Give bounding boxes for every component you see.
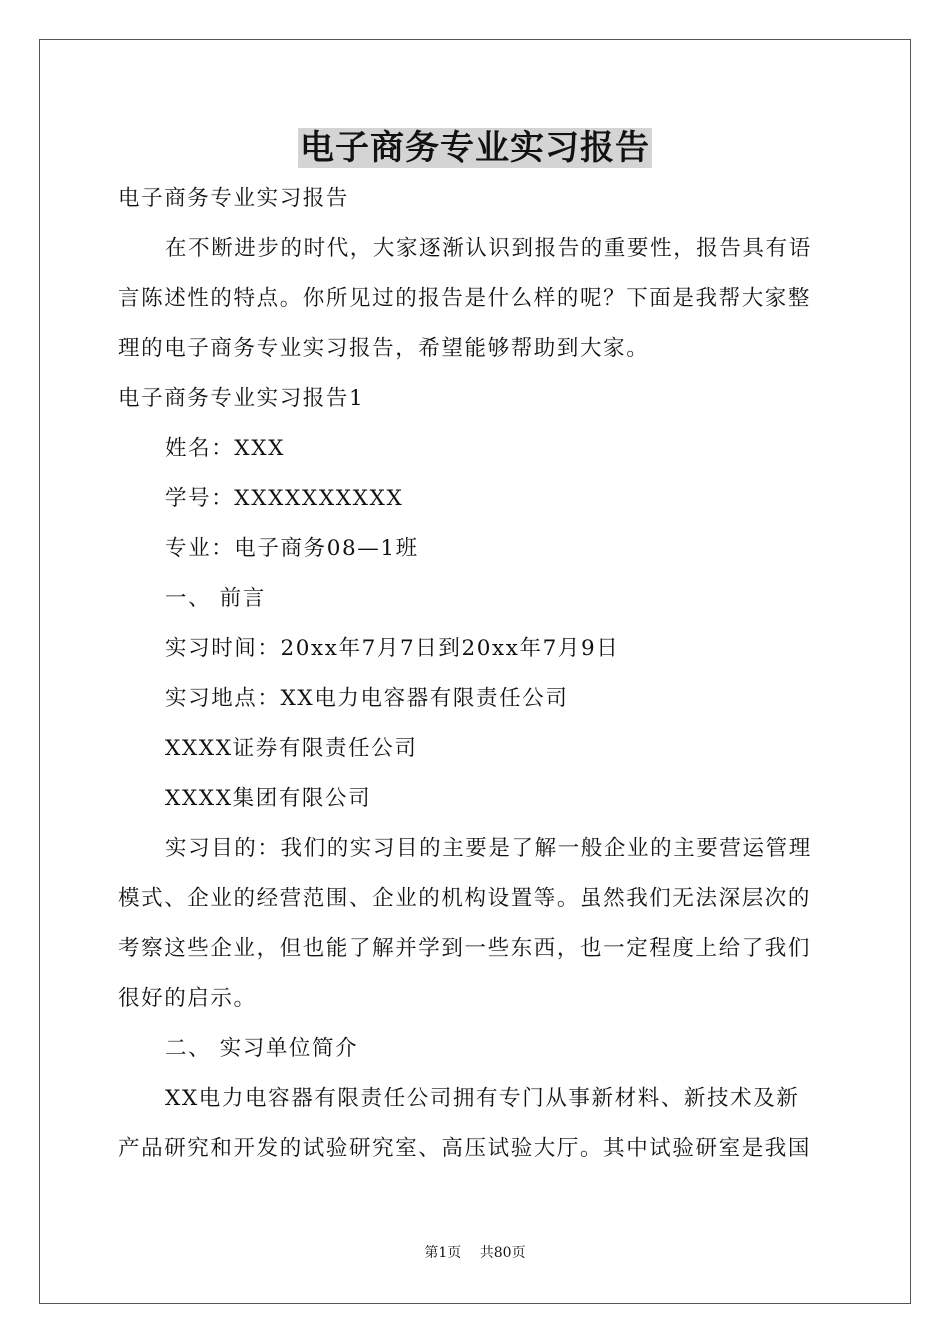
text-line: 电子商务专业实习报告1 — [118, 386, 365, 411]
text-line: 在不断进步的时代，大家逐渐认识到报告的重要性，报告具有语 — [165, 236, 812, 261]
text-line: 很好的启示。 — [118, 986, 257, 1011]
text-line: 产品研究和开发的试验研究室、高压试验大厅。其中试验研室是我国 — [118, 1136, 812, 1161]
text-line: 考察这些企业，但也能了解并学到一些东西，也一定程度上给了我们 — [118, 936, 812, 961]
text-line: XXXX集团有限公司 — [165, 786, 372, 811]
text-line: 一、 前言 — [165, 586, 266, 611]
text-line: 实习时间：20xx年7月7日到20xx年7月9日 — [165, 636, 620, 661]
text-line: 姓名：XXX — [165, 436, 286, 461]
text-line: XXXX证券有限责任公司 — [165, 736, 418, 761]
title-container — [0, 128, 950, 168]
text-line: 专业：电子商务08—1班 — [165, 536, 419, 561]
text-line: 模式、企业的经营范围、企业的机构设置等。虽然我们无法深层次的 — [118, 886, 812, 911]
text-line: 二、 实习单位简介 — [165, 1036, 359, 1061]
text-line: 理的电子商务专业实习报告，希望能够帮助到大家。 — [118, 336, 650, 361]
text-line: 言陈述性的特点。你所见过的报告是什么样的呢？下面是我帮大家整 — [118, 286, 812, 311]
text-line: 实习目的：我们的实习目的主要是了解一般企业的主要营运管理 — [165, 836, 812, 861]
text-line: 电子商务专业实习报告 — [118, 186, 350, 211]
page-number: 第1页 — [424, 1245, 462, 1261]
text-line: 学号：XXXXXXXXXX — [165, 486, 404, 511]
page-footer — [0, 1244, 950, 1262]
document-body — [118, 174, 834, 1174]
text-line: 实习地点：XX电力电容器有限责任公司 — [165, 686, 569, 711]
text-line: XX电力电容器有限责任公司拥有专门从事新材料、新技术及新 — [165, 1086, 800, 1111]
page-total: 共80页 — [479, 1245, 526, 1261]
document-title: 电子商务专业实习报告 — [300, 128, 650, 168]
